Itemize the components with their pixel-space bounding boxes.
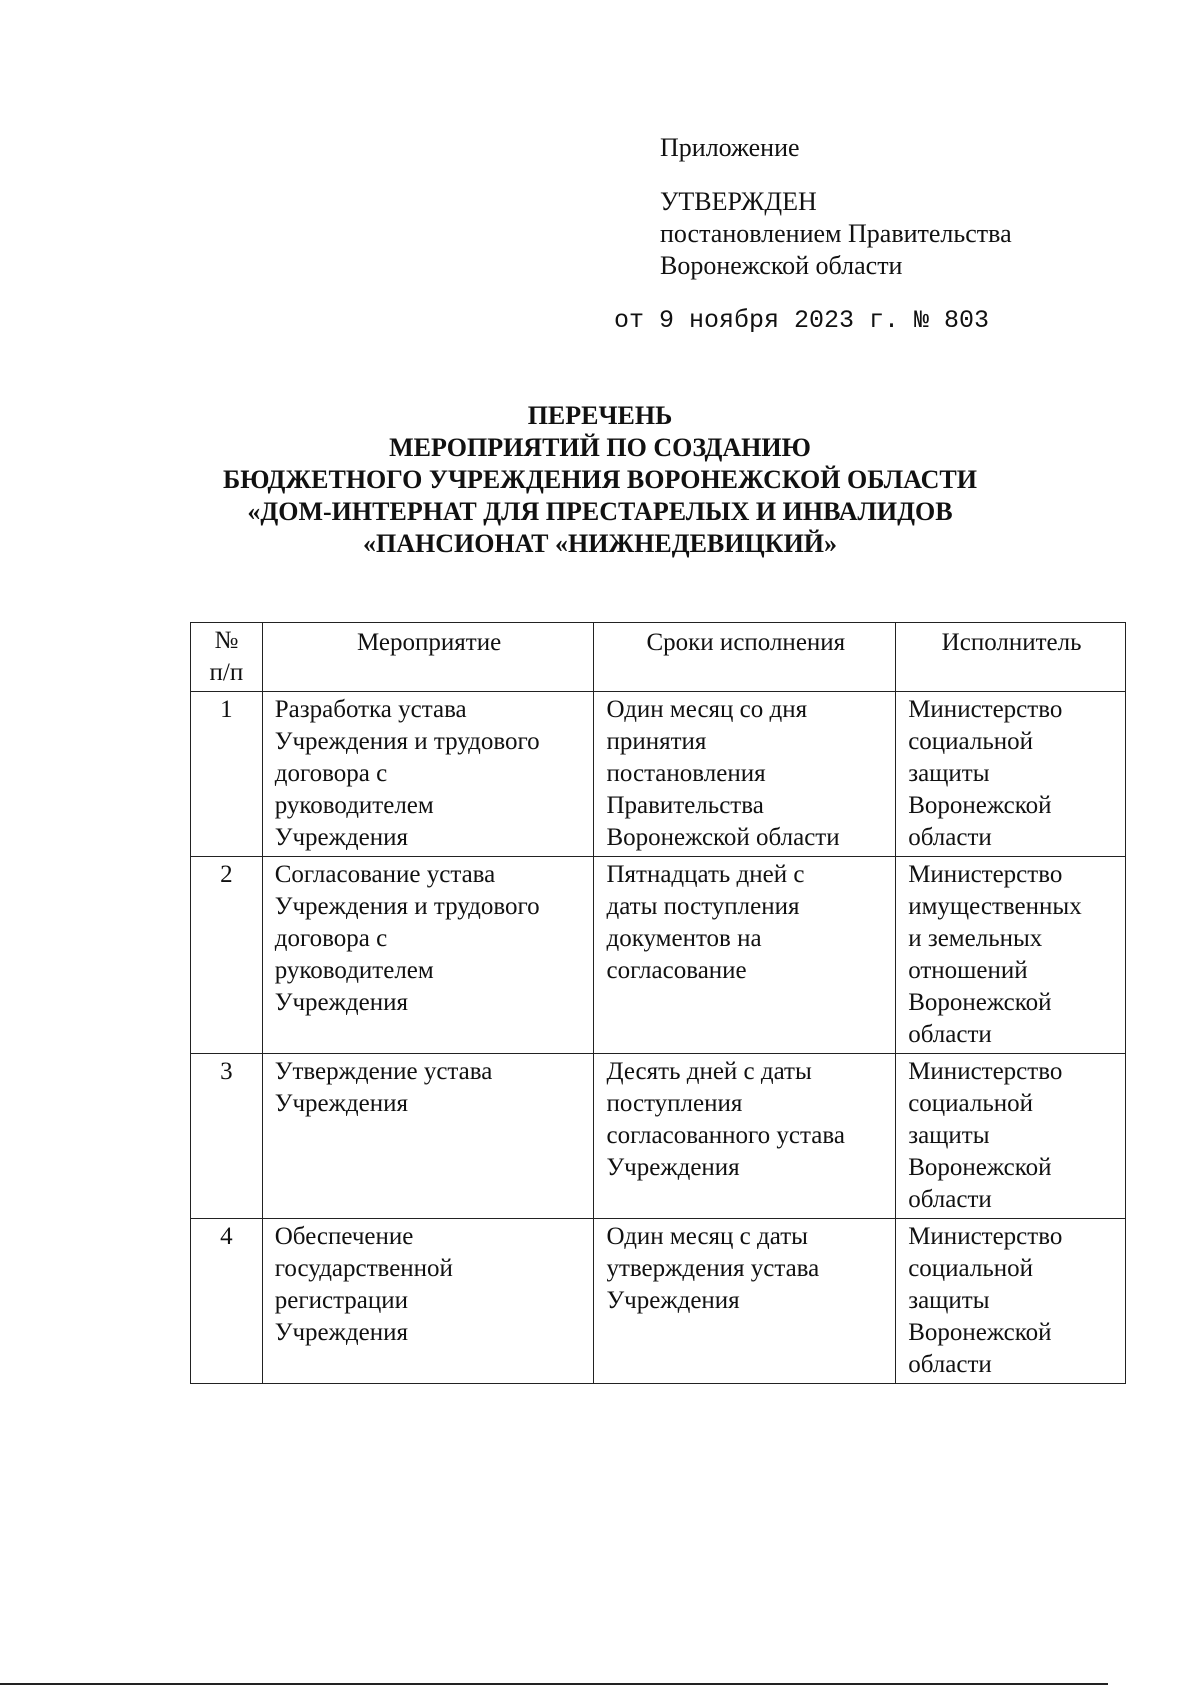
row-executor-line: области [908, 1351, 992, 1378]
table-row [191, 692, 1126, 857]
row-deadline-line: Учреждения [606, 1154, 740, 1181]
row-executor-line: защиты [908, 1122, 990, 1149]
row-deadline-line: постановления [606, 760, 766, 787]
row-number: 4 [191, 1219, 263, 1384]
header-action: Мероприятие [262, 623, 594, 692]
row-executor-line: отношений [908, 957, 1028, 984]
row-executor-line: и земельных [908, 925, 1043, 952]
appendix-label: Приложение [660, 133, 800, 162]
row-deadline-line: Один месяц со дня [606, 696, 808, 723]
row-executor-line: области [908, 1186, 992, 1213]
row-deadline [594, 1054, 896, 1219]
title-line-5: «ПАНСИОНАТ «НИЖНЕДЕВИЦКИЙ» [362, 529, 838, 558]
row-action-line: договора с [274, 760, 388, 787]
row-executor [896, 1219, 1126, 1384]
row-deadline-line: поступления [606, 1090, 743, 1117]
row-number: 1 [191, 692, 263, 857]
row-executor-line: Министерство [908, 1058, 1063, 1085]
table-body [191, 692, 1126, 1384]
row-action-line: Учреждения [274, 824, 408, 851]
row-executor-line: области [908, 824, 992, 851]
row-executor-line: Министерство [908, 1223, 1063, 1250]
row-action-line: Учреждения [274, 1319, 408, 1346]
row-deadline-line: даты поступления [606, 893, 800, 920]
row-deadline [594, 857, 896, 1054]
row-deadline-line: Учреждения [606, 1287, 740, 1314]
table-row [191, 1219, 1126, 1384]
title-line-2: МЕРОПРИЯТИЙ ПО СОЗДАНИЮ [389, 433, 811, 462]
title-line-1: ПЕРЕЧЕНЬ [527, 401, 673, 430]
row-deadline-line: Пятнадцать дней с [606, 861, 805, 888]
row-deadline-line: Воронежской области [606, 824, 840, 851]
row-executor-line: имущественных [908, 893, 1082, 920]
row-action-line: Учреждения и трудового [274, 893, 540, 920]
row-executor [896, 857, 1126, 1054]
row-executor-line: Воронежской [908, 1319, 1052, 1346]
footer-rule [0, 1683, 1108, 1685]
order-date-number: от 9 ноября 2023 г. № 803 [614, 306, 990, 335]
row-number: 2 [191, 857, 263, 1054]
row-executor [896, 692, 1126, 857]
row-action-line: Учреждения [274, 1090, 408, 1117]
approved-by-line2: Воронежской области [660, 251, 903, 280]
row-action-line: договора с [274, 925, 388, 952]
row-action-line: Разработка устава [274, 696, 467, 723]
row-deadline-line: документов на [606, 925, 762, 952]
row-action-line: регистрации [274, 1287, 409, 1314]
approved-label: УТВЕРЖДЕН [660, 187, 817, 216]
row-action [262, 1054, 594, 1219]
row-deadline-line: Десять дней с даты [606, 1058, 812, 1085]
row-deadline-line: принятия [606, 728, 707, 755]
row-executor-line: Воронежской [908, 1154, 1052, 1181]
row-deadline-line: Правительства [606, 792, 764, 819]
row-executor-line: Министерство [908, 861, 1063, 888]
row-executor-line: Воронежской [908, 989, 1052, 1016]
row-deadline-line: Один месяц с даты [606, 1223, 808, 1250]
title-line-3: БЮДЖЕТНОГО УЧРЕЖДЕНИЯ ВОРОНЕЖСКОЙ ОБЛАСТИ [223, 465, 977, 494]
row-executor-line: социальной [908, 1255, 1034, 1282]
row-executor-line: социальной [908, 728, 1034, 755]
row-action-line: Обеспечение [274, 1223, 414, 1250]
measures-table [190, 622, 1126, 1384]
row-executor [896, 1054, 1126, 1219]
table-row [191, 857, 1126, 1054]
table-header-row [191, 623, 1126, 692]
header-number [191, 623, 263, 692]
approval-block [660, 132, 1012, 282]
row-executor-line: Воронежской [908, 792, 1052, 819]
table-row [191, 1054, 1126, 1219]
row-action-line: руководителем [274, 792, 434, 819]
header-executor: Исполнитель [896, 623, 1126, 692]
row-deadline [594, 1219, 896, 1384]
row-executor-line: социальной [908, 1090, 1034, 1117]
row-action-line: Согласование устава [274, 861, 496, 888]
row-number: 3 [191, 1054, 263, 1219]
title-line-4: «ДОМ-ИНТЕРНАТ ДЛЯ ПРЕСТАРЕЛЫХ И ИНВАЛИДОВ [247, 497, 953, 526]
header-number-line1: № [214, 627, 239, 654]
row-action [262, 1219, 594, 1384]
row-executor-line: области [908, 1021, 992, 1048]
row-deadline-line: согласование [606, 957, 747, 984]
row-action-line: руководителем [274, 957, 434, 984]
row-action-line: государственной [274, 1255, 453, 1282]
row-executor-line: защиты [908, 1287, 990, 1314]
row-action [262, 692, 594, 857]
header-number-line2: п/п [209, 659, 244, 686]
row-executor-line: Министерство [908, 696, 1063, 723]
row-action-line: Учреждения [274, 989, 408, 1016]
row-action-line: Утверждение устава [274, 1058, 493, 1085]
header-deadline: Сроки исполнения [594, 623, 896, 692]
document-title [150, 400, 1050, 560]
row-action-line: Учреждения и трудового [274, 728, 540, 755]
row-deadline-line: согласованного устава [606, 1122, 845, 1149]
approved-by-line1: постановлением Правительства [660, 219, 1012, 248]
row-deadline-line: утверждения устава [606, 1255, 820, 1282]
row-executor-line: защиты [908, 760, 990, 787]
row-deadline [594, 692, 896, 857]
row-action [262, 857, 594, 1054]
